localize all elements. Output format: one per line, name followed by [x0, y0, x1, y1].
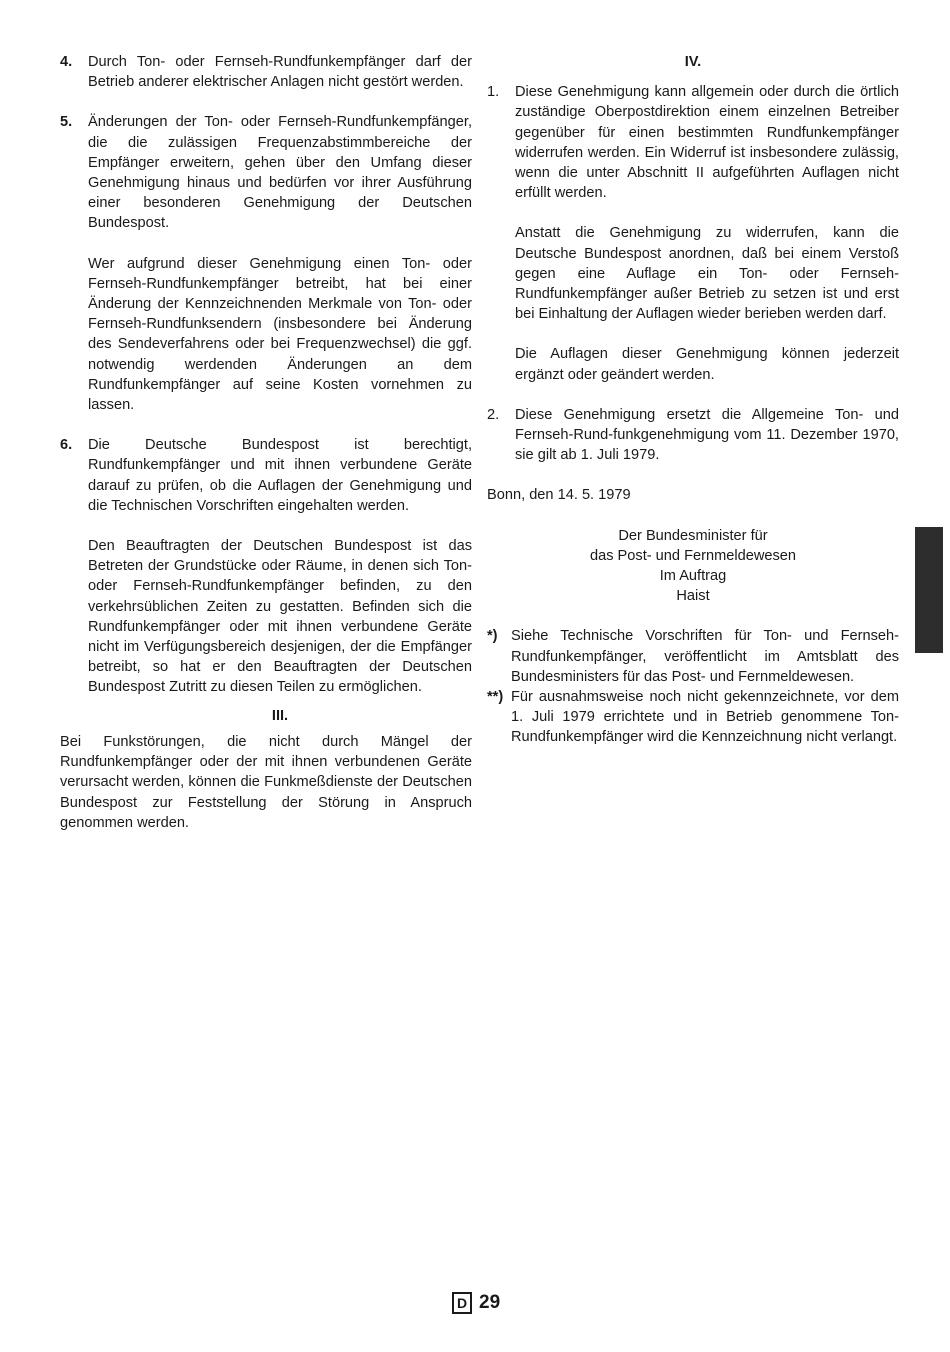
item-4	[60, 52, 472, 112]
paragraph: Durch Ton- oder Fernseh-Rundfunkempfänger darf der Betrieb anderer elektrischer Anlagen nicht gestört werden.	[88, 54, 472, 91]
paragraph: Die Auflagen dieser Genehmigung können jederzeit ergänzt oder geändert werden.	[515, 346, 899, 383]
page-footer	[452, 1292, 500, 1314]
date-line: Bonn, den 14. 5. 1979	[487, 487, 631, 504]
paragraph: Diese Genehmigung kann allgemein oder durch die örtlich zuständige Oberpostdirektion einem einzelnen Betreiber gegenüber für einen bestimmten Rundfunkempfänger widerrufen werden. Ein Widerruf ist insbesondere zulässig, wenn die unter Abschnitt II aufgeführten Auflagen nicht erfüllt werden.	[515, 84, 899, 202]
item-number: 1.	[487, 84, 500, 101]
paragraph: Diese Genehmigung ersetzt die Allgemeine Ton- und Fernseh-Rund-funkgenehmigung vom 11. Dezember 1970, sie gilt ab 1. Juli 1979.	[515, 406, 899, 464]
footnote-text: Für ausnahmsweise noch nicht gekennzeichnete, vor dem 1. Juli 1979 errichtete und in Betrieb genommene Ton-Rundfunkempfänger wird die Kennzeichnung nicht verlangt.	[511, 689, 899, 746]
paragraph: Wer aufgrund dieser Genehmigung einen Ton- oder Fernseh-Rundfunkempfänger betreibt, hat bei einer Änderung der Kennzeichnenden Merkmale von Ton- oder Fernseh-Rundfunksendern (insbesondere bei Änderung des Sendeverfahrens oder bei Frequenzwechsel) die ggf. notwendig werdenden Änderungen an dem Rundfunkempfänger auf seine Kosten vornehmen zu lassen.	[88, 255, 472, 414]
footnote	[487, 687, 899, 748]
page-section-box: D	[452, 1292, 472, 1314]
item-number: 4.	[60, 54, 73, 70]
right-column	[487, 52, 899, 748]
item-number: 6.	[60, 437, 73, 454]
signature-block	[487, 526, 899, 607]
section-heading-iii: III.	[271, 707, 289, 724]
footnote-text: Siehe Technische Vorschriften für Ton- und Fernseh-Rundfunkempfänger, veröffentlicht im Amtsblatt des Bundesministers für das Post- und Fernmeldewesen.	[511, 628, 899, 685]
item-1	[487, 82, 899, 405]
signature-line: Der Bundesminister für	[618, 527, 768, 544]
signature-line: Im Auftrag	[659, 568, 727, 585]
footnote-mark: *)	[487, 628, 498, 645]
paragraph: Bei Funkstörungen, die nicht durch Mängel der Rundfunkempfänger oder der mit ihnen verbundenen Geräte verursacht werden, können die Funkmeßdienste der Deutschen Bundespost zur Feststellung der Störung in Anspruch genommen werden.	[60, 733, 472, 831]
left-column	[60, 52, 472, 853]
signature-line: Haist	[676, 588, 710, 605]
paragraph: Anstatt die Genehmigung zu widerrufen, kann die Deutsche Bundespost anordnen, daß bei einem Verstoß gegen eine Auflage ein Ton- oder Fernseh-Rundfunkempfänger außer Betrieb zu setzen ist und erst bei Einhaltung der Auflagen wieder berieben werden darf.	[515, 225, 899, 323]
item-2	[487, 405, 899, 486]
paragraph: Den Beauftragten der Deutschen Bundespost ist das Betreten der Grundstücke oder Räume, in denen sich Ton- oder Fernseh-Rundfunkempfänger befinden, zu den verkehrsüblichen Zeiten zu gestatten. Befinden sich die Rundfunkempfänger oder mit ihnen verbundene Geräte nicht im Verfügungsbereich desjenigen, der die Empfänger betreibt, so hat er den Beauftragten der Deutschen Bundespost Zutritt zu diesen Teilen zu ermöglichen.	[88, 538, 472, 696]
item-5	[60, 112, 472, 435]
section-tab-marker	[915, 527, 943, 653]
page-number: 29	[479, 1291, 501, 1313]
item-6	[60, 435, 472, 732]
section-heading-iv: IV.	[684, 54, 702, 70]
item-number: 5.	[60, 114, 73, 131]
item-number: 2.	[487, 406, 500, 423]
footnote	[487, 626, 899, 687]
signature-line: das Post- und Fernmeldewesen	[589, 547, 797, 564]
footnote-mark: **)	[487, 689, 504, 706]
paragraph: Die Deutsche Bundespost ist berechtigt, Rundfunkempfänger und mit ihnen verbundene Geräte darauf zu prüfen, ob die Auflagen der Genehmigung und die Technischen Vorschriften eingehalten werden.	[88, 437, 472, 514]
paragraph: Änderungen der Ton- oder Fernseh-Rundfunkempfänger, die die zulässigen Frequenzabstimmbereiche der Empfänger erweitern, gehen über den Umfang dieser Genehmigung hinaus und bedürfen vor ihrer Ausführung einer besonderen Genehmigung der Deutschen Bundespost.	[88, 114, 472, 232]
